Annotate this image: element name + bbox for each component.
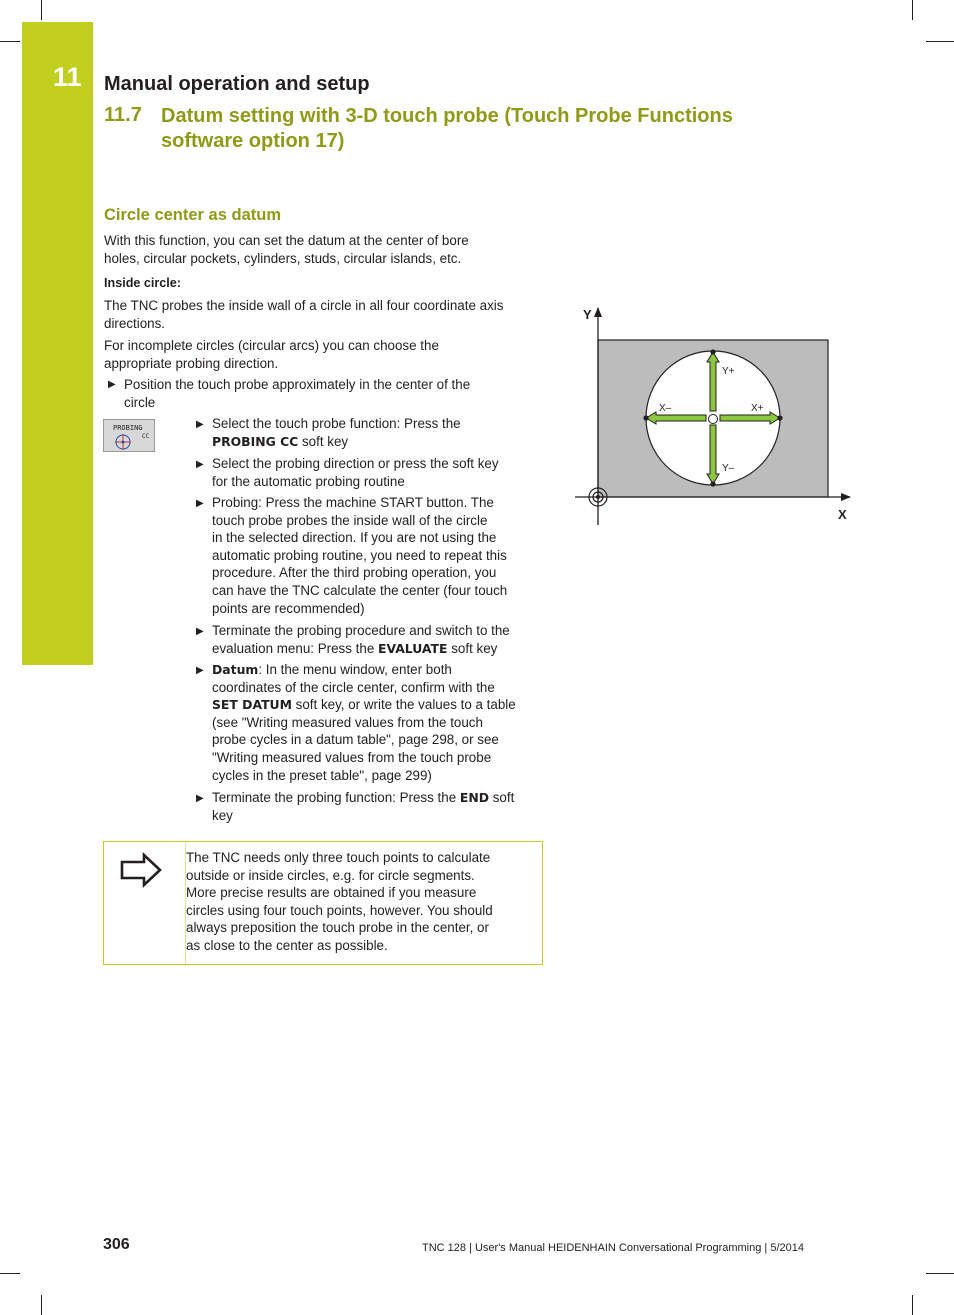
- text-line: in the selected direction. If you are not using the: [212, 530, 497, 546]
- text-span: evaluation menu: Press the: [212, 640, 378, 656]
- text-line: Select the probing direction or press the soft key: [212, 456, 499, 471]
- text-line: [212, 640, 510, 658]
- text-line: Position the touch probe approximately in the center of the: [124, 377, 471, 392]
- text-line: With this function, you can set the datum at the center of bore: [104, 233, 469, 248]
- arrow-right-icon: [104, 842, 186, 964]
- paragraph: [104, 297, 503, 332]
- bullet-icon: ▶: [196, 626, 204, 637]
- text-line: probe cycles in a datum table", page 298, or see: [212, 732, 499, 748]
- probing-cc-softkey: [103, 419, 155, 452]
- step-item: [212, 494, 507, 617]
- x-axis-label: X: [838, 507, 847, 522]
- section-title-line: software option 17): [161, 130, 345, 152]
- bullet-icon: ▶: [196, 793, 204, 804]
- crop-mark: [912, 0, 913, 20]
- softkey-label: CC: [142, 433, 150, 440]
- text-span: soft key: [298, 433, 349, 449]
- text-line: appropriate probing direction.: [104, 355, 279, 371]
- text-span: Terminate the probing function: Press the: [212, 790, 460, 805]
- bullet-icon: ▶: [196, 459, 204, 470]
- y-plus-label: Y+: [722, 366, 735, 377]
- text-line: Probing: Press the machine START button. The: [212, 495, 494, 510]
- text-line: touch probe probes the inside wall of the circle: [212, 512, 488, 528]
- paragraph: [104, 337, 439, 372]
- step-item: [212, 661, 516, 784]
- y-axis-label: Y: [583, 307, 592, 322]
- text-line: [212, 789, 514, 807]
- text-line: automatic probing routine, you need to repeat this: [212, 547, 507, 563]
- softkey-name: Datum: [212, 662, 259, 677]
- crop-mark: [0, 41, 20, 42]
- crop-mark: [41, 0, 42, 20]
- text-line: always preposition the touch probe in the center, or: [186, 920, 489, 936]
- footer-reference: TNC 128 | User's Manual HEIDENHAIN Conversational Programming | 5/2014: [422, 1242, 804, 1254]
- bullet-icon: ▶: [196, 665, 204, 676]
- intro-paragraph: [104, 232, 469, 267]
- softkey-name: END: [459, 790, 489, 805]
- crop-mark: [926, 1273, 954, 1274]
- section-title: [161, 104, 781, 154]
- crop-mark: [0, 1273, 20, 1274]
- text-line: The TNC probes the inside wall of a circle in all four coordinate axis: [104, 298, 504, 313]
- text-line: outside or inside circles, e.g. for circle segments.: [186, 867, 475, 883]
- text-line: (see "Writing measured values from the touch: [212, 714, 483, 730]
- chapter-tab: [22, 22, 93, 665]
- text-line: For incomplete circles (circular arcs) you can choose the: [104, 338, 439, 353]
- step-item: [212, 455, 499, 490]
- text-line: can have the TNC calculate the center (four touch: [212, 582, 508, 598]
- text-line: [212, 661, 516, 679]
- probe-center: [709, 415, 718, 424]
- bullet-icon: ▶: [108, 379, 116, 390]
- softkey-label: PROBING: [113, 424, 143, 432]
- softkey-name: SET DATUM: [212, 697, 292, 713]
- text-line: coordinates of the circle center, confirm with the: [212, 679, 495, 695]
- text-line: circles using four touch points, however. You should: [186, 902, 493, 918]
- x-plus-label: X+: [751, 403, 764, 414]
- softkey-name: EVALUATE: [378, 640, 448, 656]
- text-line: key: [212, 807, 233, 823]
- y-minus-label: Y–: [722, 463, 735, 474]
- note-text: [186, 849, 493, 955]
- step-item: [124, 376, 470, 411]
- inside-circle-heading: Inside circle:: [104, 276, 181, 290]
- crop-mark: [41, 1295, 42, 1315]
- x-minus-label: X–: [659, 403, 672, 414]
- text-line: cycles in the preset table", page 299): [212, 767, 432, 783]
- bullet-icon: ▶: [196, 419, 204, 430]
- bullet-icon: ▶: [196, 498, 204, 509]
- softkey-name: PROBING CC: [212, 433, 299, 449]
- text-line: Terminate the probing procedure and switch to the: [212, 623, 510, 638]
- crop-mark: [912, 1295, 913, 1315]
- text-line: holes, circular pockets, cylinders, studs, circular islands, etc.: [104, 250, 462, 266]
- text-line: [212, 696, 516, 714]
- text-line: The TNC needs only three touch points to calculate: [186, 850, 491, 865]
- page-number: 306: [103, 1236, 130, 1253]
- text-line: circle: [124, 394, 156, 410]
- text-span: soft: [489, 790, 515, 805]
- text-span: soft key, or write the values to a table: [291, 697, 516, 713]
- section-title-line: Datum setting with 3-D touch probe (Touch Probe Functions: [161, 105, 733, 127]
- step-item: [212, 789, 514, 824]
- text-line: "Writing measured values from the touch probe: [212, 749, 492, 765]
- text-line: directions.: [104, 315, 166, 331]
- chapter-title: Manual operation and setup: [104, 73, 370, 95]
- text-span: soft key: [447, 640, 498, 656]
- text-line: More precise results are obtained if you measure: [186, 885, 477, 901]
- crop-mark: [926, 41, 954, 42]
- text-line: for the automatic probing routine: [212, 473, 405, 489]
- circle-center-figure: [570, 300, 860, 530]
- text-line: points are recommended): [212, 600, 365, 616]
- text-line: Select the touch probe function: Press the: [212, 416, 461, 431]
- text-line: [212, 433, 461, 451]
- step-item: [212, 415, 461, 450]
- text-span: : In the menu window, enter both: [258, 662, 452, 677]
- step-item: [212, 622, 510, 657]
- probe-circle-icon: [112, 432, 134, 452]
- text-line: as close to the center as possible.: [186, 937, 388, 953]
- subsection-heading: Circle center as datum: [104, 206, 281, 224]
- section-number: 11.7: [104, 104, 142, 126]
- chapter-number: 11: [53, 62, 82, 92]
- text-line: procedure. After the third probing operation, you: [212, 565, 497, 581]
